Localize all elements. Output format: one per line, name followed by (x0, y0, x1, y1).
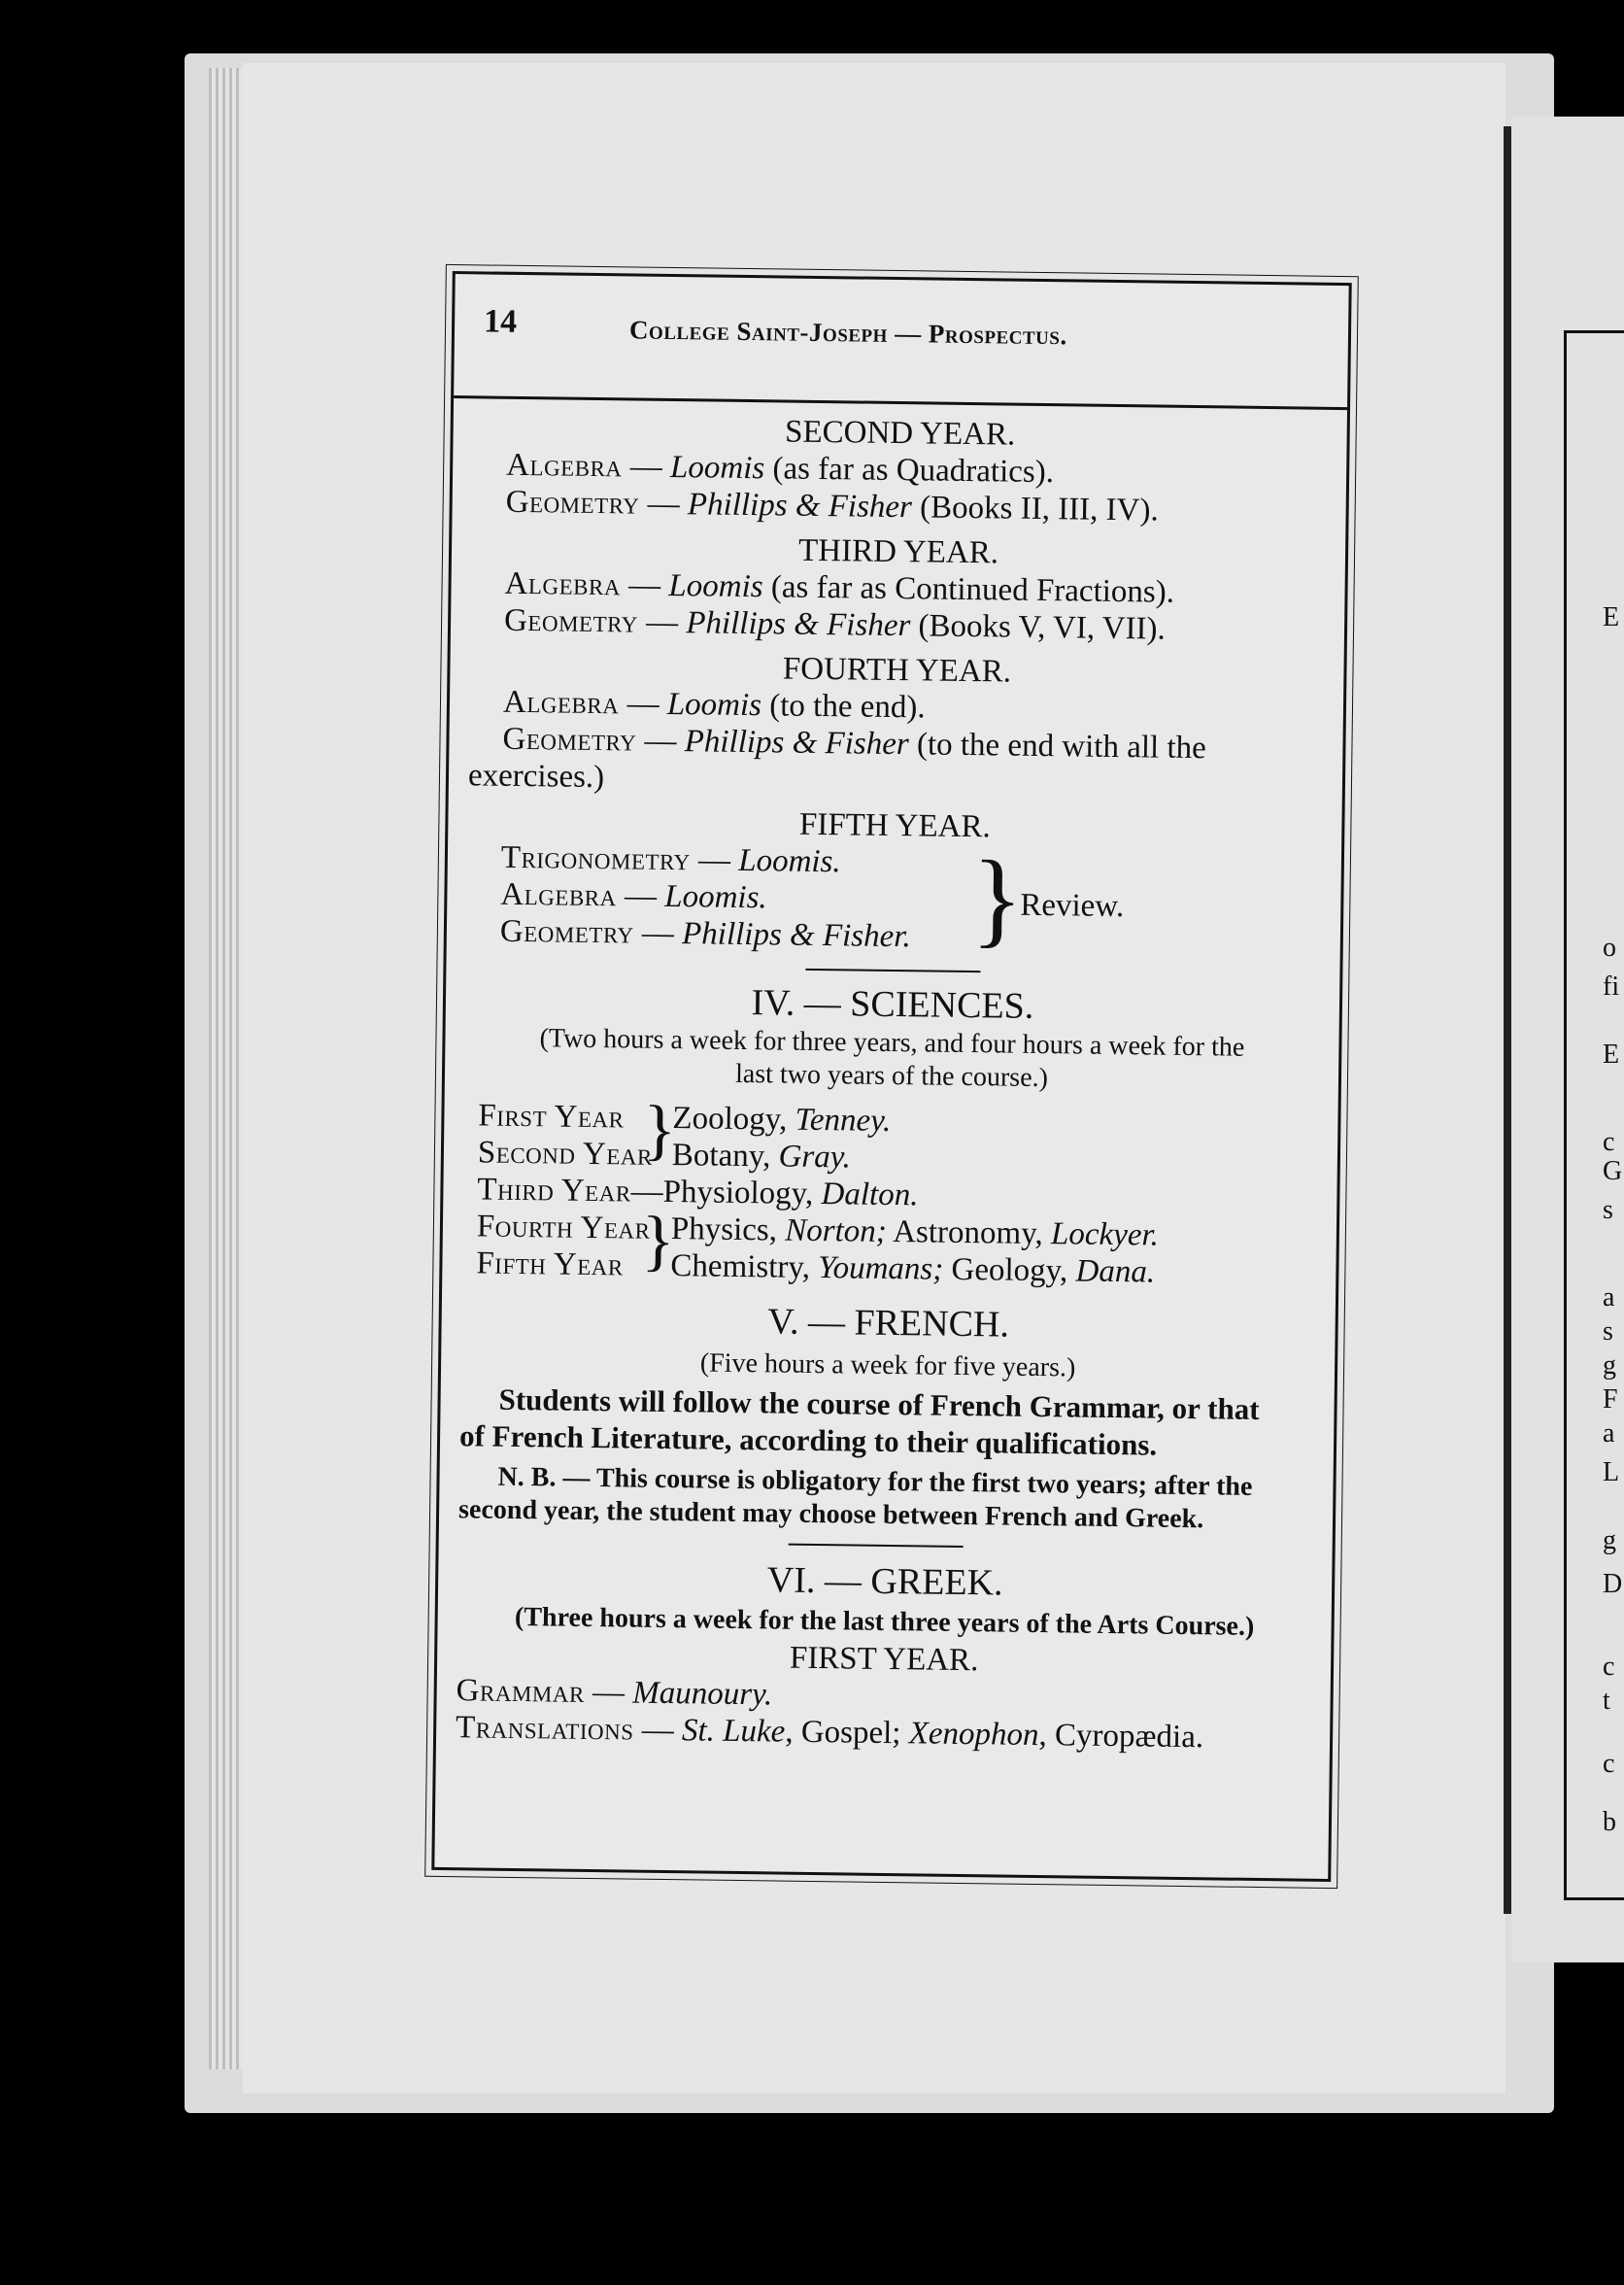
second-year-geometry: Geometry — Phillips & Fisher (Books II, III, IV). (505, 484, 1159, 529)
next-page-fragment: s (1603, 1195, 1613, 1225)
sciences-chemistry-geology: Chemistry, Youmans; Geology, Dana. (670, 1248, 1156, 1290)
heading-greek: VI. — GREEK. (766, 1559, 1003, 1604)
heading-fourth-year: FOURTH YEAR. (782, 651, 1012, 690)
section-divider (805, 969, 980, 972)
next-page-fragment: fi (1603, 972, 1620, 1002)
next-page-fragment: c (1603, 1749, 1615, 1779)
printed-frame (431, 271, 1351, 1882)
french-para-2: of French Literature, according to their qualifications. (458, 1418, 1158, 1462)
next-page-fragment: G (1603, 1156, 1623, 1186)
sciences-first-year: First Year (478, 1098, 625, 1136)
heading-french: V. — FRENCH. (767, 1301, 1010, 1346)
next-page-fragment: a (1603, 1282, 1615, 1313)
section-divider-2 (789, 1544, 964, 1548)
sciences-second-year: Second Year (477, 1135, 654, 1173)
greek-note: (Three hours a week for the last three years of the Arts Course.) (514, 1601, 1255, 1642)
next-page-fragment: D (1603, 1569, 1623, 1599)
fifth-year-geometry: Geometry — Phillips & Fisher. (499, 913, 911, 955)
greek-grammar: Grammar — Maunoury. (456, 1673, 773, 1713)
fifth-year-trigonometry: Trigonometry — Loomis. (500, 839, 841, 880)
heading-second-year: SECOND YEAR. (784, 414, 1016, 453)
next-page-fragment: o (1603, 933, 1616, 963)
next-page-fragment: b (1603, 1807, 1616, 1837)
heading-sciences: IV. — SCIENCES. (751, 982, 1034, 1027)
heading-fifth-year: FIFTH YEAR. (798, 806, 991, 845)
fourth-year-geometry: Geometry — Phillips & Fisher (to the end with all the (502, 721, 1207, 767)
next-page-fragment: c (1603, 1652, 1615, 1682)
french-nb-2: second year, the student may choose between French and Greek. (457, 1494, 1204, 1535)
next-page-fragment: E (1603, 602, 1620, 632)
sciences-physics-astronomy: Physics, Norton; Astronomy, Lockyer. (670, 1211, 1160, 1253)
next-page-fragment: E (1603, 1040, 1620, 1070)
sciences-zoology: Zoology, Tenney. (672, 1101, 892, 1139)
review-brace: } (970, 838, 1025, 958)
next-page-fragment: L (1603, 1457, 1620, 1487)
page-content (454, 410, 1347, 1756)
next-page-fragment: s (1603, 1316, 1613, 1347)
page-number: 14 (483, 303, 518, 340)
page-header (454, 274, 1349, 410)
french-note: (Five hours a week for five years.) (699, 1347, 1076, 1383)
page-edges (209, 68, 248, 2069)
fourth-year-algebra: Algebra — Loomis (to the end). (502, 684, 926, 726)
sciences-brace-1: } (642, 1092, 677, 1169)
french-nb-1: N. B. — This course is obligatory for the first two years; after the (497, 1461, 1253, 1502)
next-page-fragment: g (1603, 1525, 1616, 1555)
sciences-note-1: (Two hours a week for three years, and four hours a week for the (539, 1023, 1245, 1063)
next-page-fragment: t (1603, 1686, 1610, 1716)
sciences-third-year: Third Year—Physiology, Dalton. (477, 1172, 919, 1213)
french-para-1: Students will follow the course of French Grammar, or that (498, 1381, 1260, 1426)
review-label: Review. (1020, 887, 1125, 925)
heading-third-year: THIRD YEAR. (797, 532, 999, 571)
next-page-fragment: c (1603, 1127, 1615, 1157)
next-page-fragment: a (1603, 1418, 1615, 1449)
fifth-year-algebra: Algebra — Loomis. (500, 876, 767, 916)
sciences-brace-2: } (641, 1203, 675, 1279)
sciences-fifth-year: Fifth Year (476, 1245, 624, 1283)
greek-translations: Translations — St. Luke, Gospel; Xenophon, Cyropædia. (455, 1710, 1204, 1756)
next-page-fragment: F (1603, 1384, 1618, 1415)
sciences-note-2: last two years of the course.) (734, 1058, 1049, 1094)
third-year-geometry: Geometry — Phillips & Fisher (Books V, VI, VII). (503, 602, 1167, 647)
heading-greek-first-year: FIRST YEAR. (789, 1640, 979, 1679)
running-title: College Saint-Joseph — Prospectus. (628, 315, 1067, 351)
next-page-fragment: g (1603, 1350, 1616, 1381)
sciences-fourth-year: Fourth Year (476, 1209, 651, 1246)
fourth-year-geometry-continuation: exercises.) (467, 758, 605, 796)
third-year-algebra: Algebra — Loomis (as far as Continued Fractions). (504, 565, 1175, 610)
second-year-algebra: Algebra — Loomis (as far as Quadratics). (505, 447, 1055, 491)
next-page-frame (1564, 330, 1624, 1900)
book-gutter (1504, 126, 1511, 1914)
sciences-botany: Botany, Gray. (671, 1138, 852, 1176)
